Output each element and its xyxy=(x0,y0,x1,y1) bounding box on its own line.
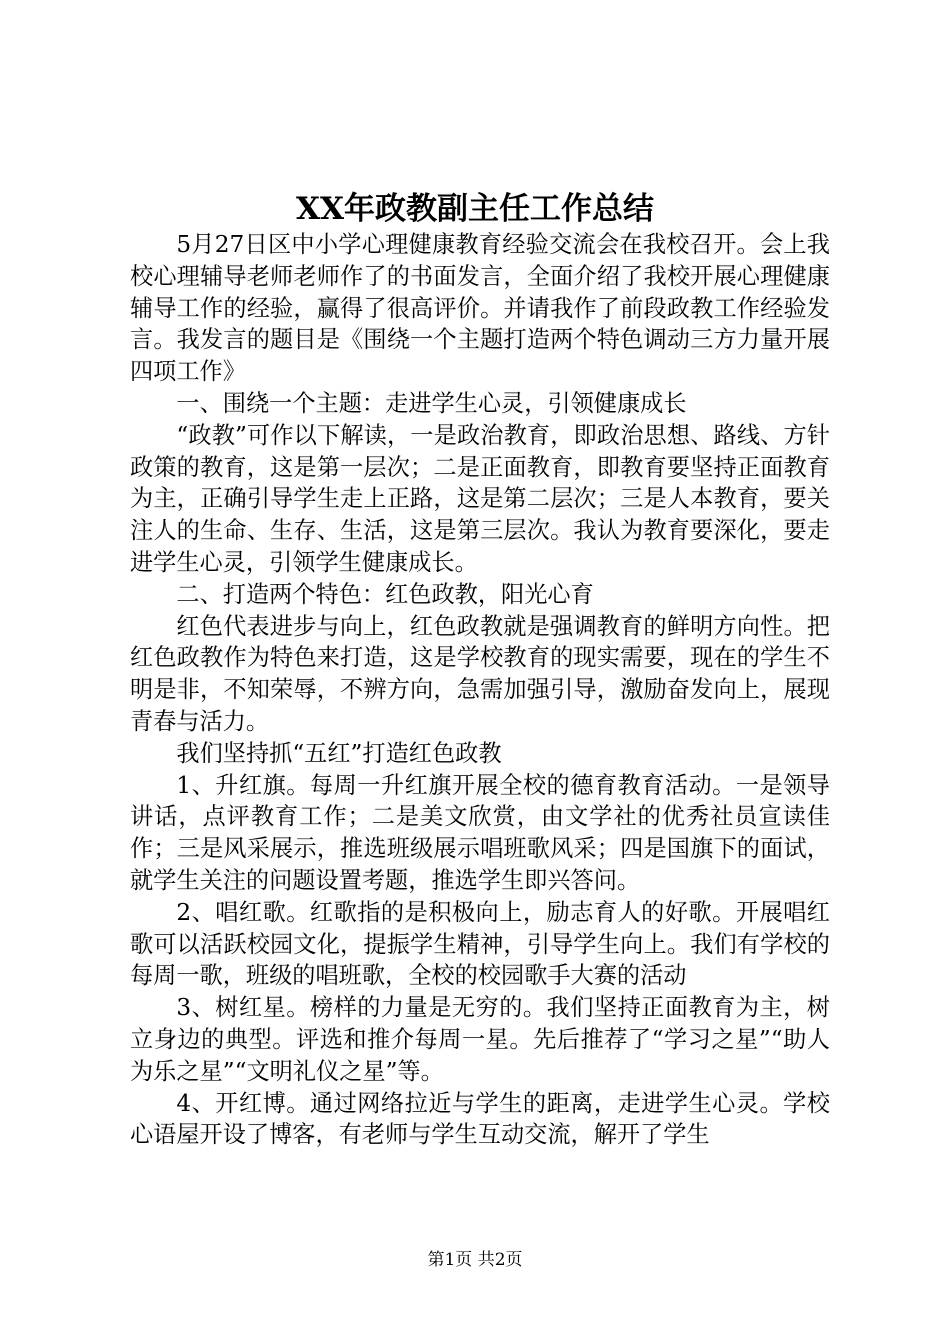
paragraph-item-4: 4、开红博。通过网络拉近与学生的距离，走进学生心灵。学校心语屋开设了博客，有老师与学生互动交流，解开了学生 xyxy=(130,1089,830,1149)
page-number-footer: 第1页 共2页 xyxy=(427,1250,523,1270)
section-heading-2: 二、打造两个特色：红色政教，阳光心育 xyxy=(176,580,594,608)
paragraph-intro: 5月27日区中小学心理健康教育经验交流会在我校召开。会上我校心理辅导老师老师作了的书面发言，全面介绍了我校开展心理健康辅导工作的经验，赢得了很高评价。并请我作了前段政教工作经验发言。我发言的题目是《围绕一个主题打造两个特色调动三方力量开展四项工作》 xyxy=(130,231,830,386)
paragraph-zhengjiao-interpretation: “政教”可作以下解读，一是政治教育，即政治思想、路线、方针政策的教育，这是第一层次；二是正面教育，即教育要坚持正面教育为主，正确引导学生走上正路，这是第二层次；三是人本教育，要关注人的生命、生存、生活，这是第三层次。我认为教育要深化，要走进学生心灵，引领学生健康成长。 xyxy=(130,421,830,576)
document-body xyxy=(130,229,830,1151)
paragraph-item-3: 3、树红星。榜样的力量是无穷的。我们坚持正面教育为主，树立身边的典型。评选和推介每周一星。先后推荐了“学习之星”“助人为乐之星”“文明礼仪之星”等。 xyxy=(130,994,830,1085)
sub-heading-five-red: 我们坚持抓“五红”打造红色政教 xyxy=(176,739,502,767)
document-title: XX年政教副主任工作总结 xyxy=(295,191,655,227)
paragraph-red-education: 红色代表进步与向上，红色政教就是强调教育的鲜明方向性。把红色政教作为特色来打造，这是学校教育的现实需要，现在的学生不明是非，不知荣辱，不辨方向，急需加强引导，激励奋发向上，展现青春与活力。 xyxy=(130,612,830,735)
section-heading-1: 一、围绕一个主题：走进学生心灵，引领健康成长 xyxy=(176,389,687,417)
paragraph-item-1: 1、升红旗。每周一升红旗开展全校的德育教育活动。一是领导讲话，点评教育工作；二是美文欣赏，由文学社的优秀社员宣读佳作；三是风采展示，推选班级展示唱班歌风采；四是国旗下的面试，就学生关注的问题设置考题，推选学生即兴答问。 xyxy=(130,771,830,894)
paragraph-item-2: 2、唱红歌。红歌指的是积极向上，励志育人的好歌。开展唱红歌可以活跃校园文化，提振学生精神，引导学生向上。我们有学校的每周一歌，班级的唱班歌，全校的校园歌手大赛的活动 xyxy=(130,898,830,990)
